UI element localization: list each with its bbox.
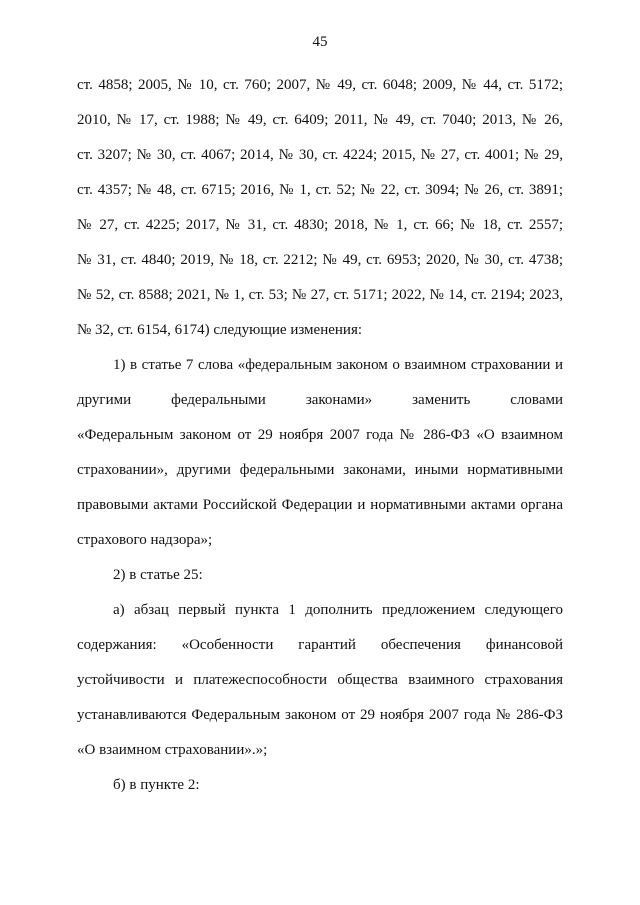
text-line: ст. 3207; № 30, ст. 4067; 2014, № 30, ст. 4224; 2015, № 27, ст. 4001; № 29, <box>77 147 563 163</box>
text-line: ст. 4858; 2005, № 10, ст. 760; 2007, № 49, ст. 6048; 2009, № 44, ст. 5172; <box>77 77 563 93</box>
text-line: устойчивости и платежеспособности общества взаимного страхования <box>77 672 563 688</box>
paragraph-references <box>77 68 563 348</box>
text-line: другими федеральными законами» заменить словами <box>77 392 563 408</box>
text-line: № 31, ст. 4840; 2019, № 18, ст. 2212; № 49, ст. 6953; 2020, № 30, ст. 4738; <box>77 252 563 268</box>
page-number: 45 <box>312 34 328 50</box>
text-line: б) в пункте 2: <box>113 777 200 793</box>
text-line: содержания: «Особенности гарантий обеспечения финансовой <box>77 637 563 653</box>
paragraph-item-1 <box>77 348 563 558</box>
text-line: № 32, ст. 6154, 6174) следующие изменения: <box>77 322 363 338</box>
text-line: ст. 4357; № 48, ст. 6715; 2016, № 1, ст. 52; № 22, ст. 3094; № 26, ст. 3891; <box>77 182 563 198</box>
text-line: «Федеральным законом от 29 ноября 2007 года № 286-ФЗ «О взаимном <box>77 427 563 443</box>
text-line: страхового надзора»; <box>77 532 213 548</box>
paragraph-item-2 <box>77 558 563 593</box>
text-line: устанавливаются Федеральным законом от 29 ноября 2007 года № 286-ФЗ <box>77 707 563 723</box>
text-line: 1) в статье 7 слова «федеральным законом о взаимном страховании и <box>113 357 563 373</box>
document-body <box>77 68 563 803</box>
text-line: страховании», другими федеральными законами, иными нормативными <box>77 462 563 478</box>
text-line: а) абзац первый пункта 1 дополнить предложением следующего <box>113 602 563 618</box>
text-line: правовыми актами Российской Федерации и нормативными актами органа <box>77 497 563 513</box>
text-line: № 52, ст. 8588; 2021, № 1, ст. 53; № 27, ст. 5171; 2022, № 14, ст. 2194; 2023, <box>77 287 563 303</box>
text-line: 2010, № 17, ст. 1988; № 49, ст. 6409; 2011, № 49, ст. 7040; 2013, № 26, <box>77 112 563 128</box>
text-line: «О взаимном страховании».»; <box>77 742 268 758</box>
paragraph-subitem-b <box>77 768 563 803</box>
paragraph-subitem-a <box>77 593 563 768</box>
text-line: № 27, ст. 4225; 2017, № 31, ст. 4830; 2018, № 1, ст. 66; № 18, ст. 2557; <box>77 217 563 233</box>
text-line: 2) в статье 25: <box>113 567 203 583</box>
